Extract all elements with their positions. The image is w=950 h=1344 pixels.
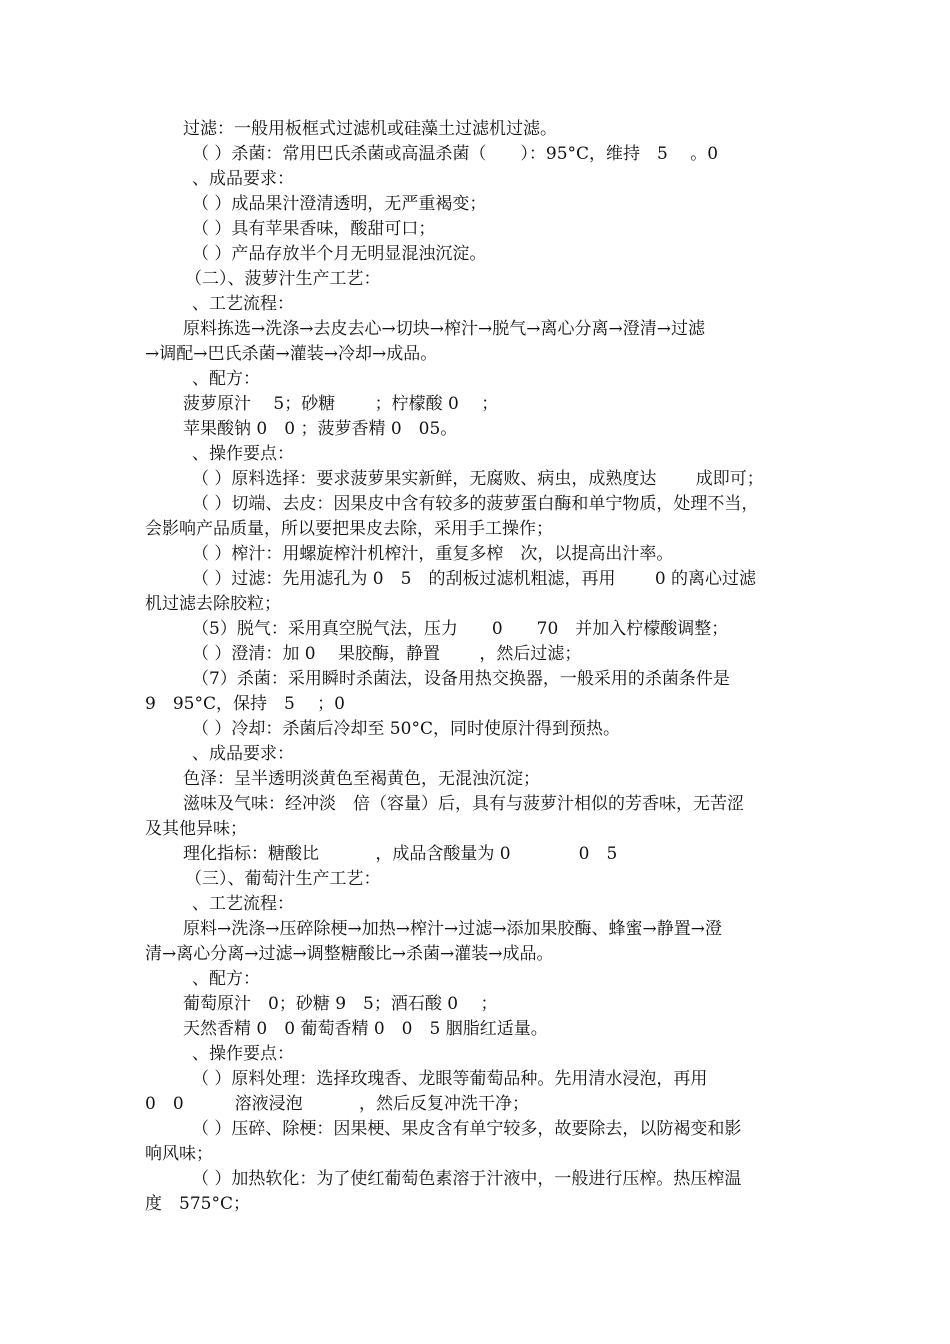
list-item: （ ）产品存放半个月无明显混浊沉淀。 xyxy=(192,244,487,264)
paragraph-line: 原料拣选→洗涤→去皮去心→切块→榨汁→脱气→离心分离→澄清→过滤 xyxy=(183,319,705,339)
list-item: （ ）切端、去皮：因果皮中含有较多的菠萝蛋白酶和单宁物质，处理不当， xyxy=(192,494,759,514)
section-heading: 、操作要点： xyxy=(192,1044,294,1064)
section-heading: 、成品要求： xyxy=(192,744,294,764)
paragraph-line: 过滤：一般用板框式过滤机或硅藻土过滤机过滤。 xyxy=(183,119,557,139)
list-item: （ ）具有苹果香味，酸甜可口； xyxy=(192,219,436,239)
paragraph-line: 色泽：呈半透明淡黄色至褐黄色，无混浊沉淀； xyxy=(183,769,540,789)
list-item: （ ）压碎、除梗：因果梗、果皮含有单宁较多，故要除去，以防褐变和影 xyxy=(192,1119,742,1139)
list-item: （ ）成品果汁澄清透明，无严重褐变； xyxy=(192,194,487,214)
paragraph-line: 天然香精 0 0 葡萄香精 0 0 5 胭脂红适量。 xyxy=(183,1019,548,1039)
paragraph-line: （ ）杀菌：常用巴氏杀菌或高温杀菌（ ）：95°C，维持 5 。0 xyxy=(192,144,719,164)
paragraph-line: 机过滤去除胶粒； xyxy=(145,594,281,614)
list-item: （5）脱气：采用真空脱气法，压力 0 70 并加入柠檬酸调整； xyxy=(192,619,729,639)
section-heading: 、配方： xyxy=(192,369,260,389)
section-heading: 、配方： xyxy=(192,969,260,989)
paragraph-line: 清→离心分离→过滤→调整糖酸比→杀菌→灌装→成品。 xyxy=(145,944,554,964)
paragraph-line: 葡萄原汁 0；砂糖 9 5；酒石酸 0 ； xyxy=(183,994,498,1014)
section-heading: 、工艺流程： xyxy=(192,894,294,914)
section-heading: 、成品要求： xyxy=(192,169,294,189)
list-item: （7）杀菌：采用瞬时杀菌法，设备用热交换器，一般采用的杀菌条件是 xyxy=(192,669,730,689)
paragraph-line: 理化指标：糖酸比 ，成品含酸量为 0 0 5 xyxy=(183,844,618,864)
paragraph-line: 9 95°C，保持 5 ；0 xyxy=(145,694,345,714)
paragraph-line: 会影响产品质量，所以要把果皮去除，采用手工操作； xyxy=(145,519,553,539)
section-heading: （二）、菠萝汁生产工艺： xyxy=(185,269,381,289)
list-item: （ ）冷却：杀菌后冷却至 50°C，同时使原汁得到预热。 xyxy=(192,719,620,739)
list-item: （ ）加热软化：为了使红葡萄色素溶于汁液中，一般进行压榨。热压榨温 xyxy=(192,1169,742,1189)
list-item: （ ）澄清：加 0 果胶酶，静置 ，然后过滤； xyxy=(192,644,582,664)
paragraph-line: 苹果酸钠 0 0 ；菠萝香精 0 05。 xyxy=(183,419,458,439)
list-item: （ ）原料处理：选择玫瑰香、龙眼等葡萄品种。先用清水浸泡，再用 xyxy=(192,1069,708,1089)
section-heading: （三）、葡萄汁生产工艺： xyxy=(185,869,381,889)
list-item: （ ）过滤：先用滤孔为 0 5 的刮板过滤机粗滤，再用 0 的离心过滤 xyxy=(192,569,757,589)
paragraph-line: 滋味及气味：经冲淡 倍（容量）后，具有与菠萝汁相似的芳香味，无苦涩 xyxy=(183,794,744,814)
paragraph-line: 菠萝原汁 5；砂糖 ；柠檬酸 0 ； xyxy=(183,394,499,414)
paragraph-line: 原料→洗涤→压碎除梗→加热→榨汁→过滤→添加果胶酶、蜂蜜→静置→澄 xyxy=(183,919,722,939)
paragraph-line: 度 575°C； xyxy=(145,1194,250,1214)
paragraph-line: →调配→巴氏杀菌→灌装→冷却→成品。 xyxy=(145,344,438,364)
paragraph-line: 0 0 溶液浸泡 ，然后反复冲洗干净； xyxy=(145,1094,530,1114)
list-item: （ ）榨汁：用螺旋榨汁机榨汁，重复多榨 次，以提高出汁率。 xyxy=(192,544,674,564)
section-heading: 、操作要点： xyxy=(192,444,294,464)
list-item: （ ）原料选择：要求菠萝果实新鲜，无腐败、病虫，成熟度达 成即可； xyxy=(192,469,764,489)
section-heading: 、工艺流程： xyxy=(192,294,294,314)
paragraph-line: 响风味； xyxy=(145,1144,213,1164)
paragraph-line: 及其他异味； xyxy=(145,819,247,839)
